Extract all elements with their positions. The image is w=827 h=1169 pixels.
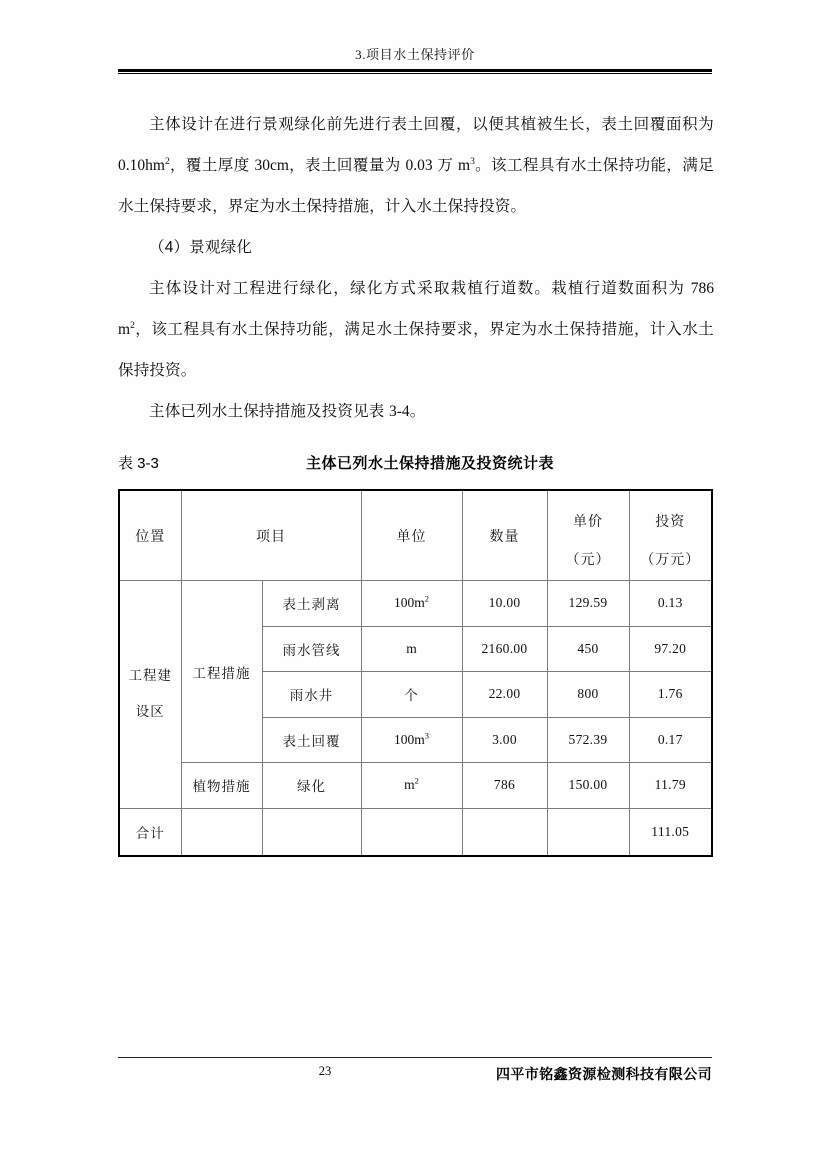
cell-total-empty-1 <box>181 808 262 856</box>
cell-unit <box>361 581 462 627</box>
header-rule-thick <box>118 69 712 72</box>
table-total-row <box>119 808 712 856</box>
cell-unit-text: 个 <box>404 688 419 704</box>
header-title: 3.项目水土保持评价 <box>355 47 475 62</box>
cell-unit <box>361 672 462 718</box>
header-location: 位置 <box>119 490 181 581</box>
para1-text-4: 万 <box>432 157 459 174</box>
cell-quantity: 2160.00 <box>462 626 547 672</box>
cell-price: 800 <box>547 672 629 718</box>
cell-price: 129.59 <box>547 581 629 627</box>
para4-table-ref: 3-4 <box>389 403 410 420</box>
document-body <box>118 104 714 432</box>
cell-quantity: 10.00 <box>462 581 547 627</box>
cell-price: 572.39 <box>547 717 629 763</box>
paragraph-table-reference <box>118 391 714 432</box>
header-item: 项目 <box>181 490 361 581</box>
para4-text-1: 主体已列水土保持措施及投资见表 <box>149 403 390 420</box>
para3-area-unit: m <box>118 321 131 338</box>
table-caption-label: 表 3-3 <box>118 455 159 472</box>
cell-total-empty-5 <box>547 808 629 856</box>
table-row <box>119 763 712 809</box>
cell-investment: 0.17 <box>629 717 712 763</box>
cell-quantity: 786 <box>462 763 547 809</box>
header-quantity: 数量 <box>462 490 547 581</box>
heading-landscape-greening: （4）景观绿化 <box>149 239 253 256</box>
cell-quantity: 22.00 <box>462 672 547 718</box>
para1-volume-value: 0.03 <box>405 157 433 174</box>
para3-text-1: 主体设计对工程进行绿化，绿化方式采取栽植行道数。栽植行道数面积为 <box>149 280 691 297</box>
cell-item-name: 雨水管线 <box>262 626 361 672</box>
cell-unit-superscript: 3 <box>424 731 429 741</box>
company-name: 四平市铭鑫资源检测科技有限公司 <box>496 1066 712 1082</box>
page-header <box>118 44 712 74</box>
cell-item-name: 雨水井 <box>262 672 361 718</box>
cell-unit-text: 100m <box>394 731 425 747</box>
cell-unit-superscript: 2 <box>414 776 419 786</box>
cell-unit-superscript: 2 <box>424 594 429 604</box>
cell-investment: 1.76 <box>629 672 712 718</box>
cell-unit-text: 100m <box>394 595 425 611</box>
header-unit: 单位 <box>361 490 462 581</box>
cell-unit-text: m <box>406 640 417 656</box>
header-price-line1: 单价 <box>573 512 603 529</box>
cell-category-vegetation: 植物措施 <box>181 763 262 809</box>
cell-item-name: 绿化 <box>262 763 361 809</box>
cell-price: 450 <box>547 626 629 672</box>
para4-text-2: 。 <box>409 403 426 420</box>
cell-unit <box>361 626 462 672</box>
cell-investment: 0.13 <box>629 581 712 627</box>
cell-price: 150.00 <box>547 763 629 809</box>
para1-area-superscript: 2 <box>164 155 170 167</box>
cell-unit-text: m <box>404 777 415 793</box>
page-footer <box>118 1057 712 1094</box>
table-row <box>119 581 712 627</box>
header-price-line2: （元） <box>565 550 611 567</box>
header-investment-line1: 投资 <box>655 512 686 529</box>
cell-item-name: 表土回覆 <box>262 717 361 763</box>
page-number: 23 <box>318 1064 332 1078</box>
cell-quantity: 3.00 <box>462 717 547 763</box>
table-header-row <box>119 490 712 581</box>
para3-area-value: 786 <box>690 280 714 297</box>
paragraph-topsoil-backfill <box>118 104 714 227</box>
cell-total-empty-4 <box>462 808 547 856</box>
para1-area-value: 0.10hm <box>118 157 165 174</box>
para3-area-unit-superscript: 2 <box>130 319 135 331</box>
cell-investment: 97.20 <box>629 626 712 672</box>
para1-text-5: 。该工程具有水土保持功能，满足水土保持要求，界定为水土保持措施，计入水土保持投资。 <box>118 157 714 215</box>
header-investment <box>629 490 712 581</box>
header-price <box>547 490 629 581</box>
cell-location-group: 工程建设区 <box>119 581 181 809</box>
table-caption-title: 主体已列水土保持措施及投资统计表 <box>305 455 554 472</box>
cell-total-investment: 111.05 <box>629 808 712 856</box>
footer-rule <box>118 1057 712 1058</box>
paragraph-greening <box>118 268 714 391</box>
footer-row <box>118 1064 712 1094</box>
para1-volume-unit-superscript: 3 <box>470 155 475 167</box>
header-rule-thin <box>118 73 712 74</box>
para1-text-2: ，覆土厚度 <box>169 157 255 174</box>
header-investment-line2: （万元） <box>640 550 701 567</box>
para1-volume-unit: m <box>458 157 471 174</box>
measures-investment-table <box>118 489 713 857</box>
para1-text-3: ，表土回覆量为 <box>288 157 406 174</box>
cell-total-label: 合计 <box>119 808 181 856</box>
cell-category-engineering: 工程措施 <box>181 581 262 763</box>
cell-unit <box>361 763 462 809</box>
table-caption <box>118 452 712 478</box>
cell-item-name: 表土剥离 <box>262 581 361 627</box>
cell-investment: 11.79 <box>629 763 712 809</box>
cell-total-empty-3 <box>361 808 462 856</box>
cell-total-empty-2 <box>262 808 361 856</box>
cell-unit <box>361 717 462 763</box>
para1-thickness-value: 30cm <box>254 157 289 174</box>
para1-text-1: 主体设计在进行景观绿化前先进行表土回覆，以便其植被生长，表土回覆面积为 <box>149 116 714 133</box>
para3-text-2: ，该工程具有水土保持功能，满足水土保持要求，界定为水土保持措施，计入水土保持投资。 <box>118 321 714 379</box>
